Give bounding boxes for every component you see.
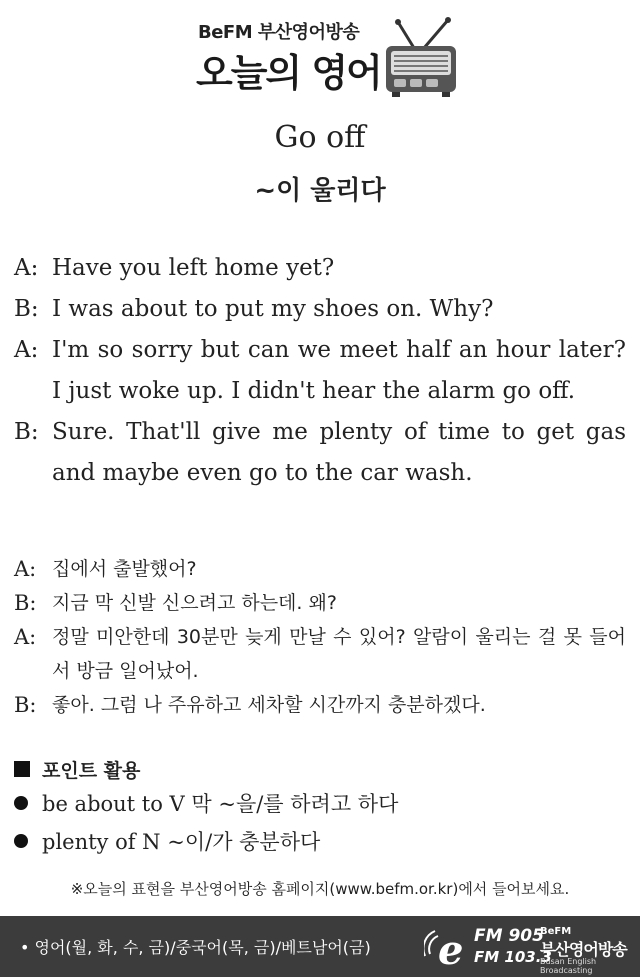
point-item	[14, 784, 626, 822]
point-item	[14, 822, 626, 860]
utterance: Sure. That'll give me plenty of time to get gas and maybe even go to the car wash.	[52, 419, 626, 486]
logo-station-name: 부산영어방송	[540, 940, 627, 959]
radio-icon	[384, 14, 458, 98]
logo-english-name: Busan English Broadcasting	[540, 957, 597, 975]
footer	[0, 916, 640, 977]
website-notice: ※오늘의 표현을 부산영어방송 홈페이지(www.befm.or.kr)에서 들어보세요.	[70, 880, 570, 898]
point-text: be about to V 막 ~을/를 하려고 하다	[42, 792, 399, 816]
korean-dialogue	[14, 552, 626, 722]
usage-points	[14, 754, 626, 860]
station-name: BeFM 부산영어방송	[198, 22, 360, 43]
speaker-label: A:	[14, 557, 37, 581]
speaker-label: A:	[14, 255, 39, 281]
speaker-label: A:	[14, 625, 37, 649]
speaker-label: B:	[14, 296, 39, 322]
utterance: I'm so sorry but can we meet half an hour later? I just woke up. I didn't hear the alarm go off.	[52, 337, 626, 404]
bullet-icon	[14, 796, 28, 810]
broadcast-schedule: • 영어(월, 화, 수, 금)/중국어(목, 금)/베트남어(금)	[20, 938, 371, 957]
speaker-label: B:	[14, 591, 37, 615]
befm-e-logo-icon	[424, 926, 470, 970]
dialogue-line	[14, 289, 626, 330]
dialogue-line	[14, 688, 626, 722]
dialogue-line	[14, 586, 626, 620]
speaker-label: B:	[14, 693, 37, 717]
speaker-label: B:	[14, 419, 39, 445]
points-title: 포인트 활용	[42, 759, 141, 782]
frequency-secondary: FM 103.3	[474, 948, 552, 966]
expression-title: Go off	[274, 120, 366, 155]
speaker-label: A:	[14, 337, 39, 363]
frequency-primary: FM 905	[474, 926, 544, 946]
dialogue-line	[14, 412, 626, 494]
header	[0, 0, 640, 110]
dialogue-line	[14, 620, 626, 688]
utterance: 지금 막 신발 신으려고 하는데. 왜?	[52, 592, 337, 614]
utterance: I was about to put my shoes on. Why?	[52, 296, 494, 322]
dialogue-line	[14, 248, 626, 289]
bullet-icon	[14, 834, 28, 848]
utterance: 집에서 출발했어?	[52, 558, 197, 580]
dialogue-line	[14, 330, 626, 412]
dialogue-line	[14, 552, 626, 586]
utterance: 좋아. 그럼 나 주유하고 세차할 시간까지 충분하겠다.	[52, 694, 486, 716]
utterance: 정말 미안한데 30분만 늦게 만날 수 있어? 알람이 울리는 걸 못 들어서 방금 일어났어.	[52, 626, 626, 682]
program-title: 오늘의 영어	[196, 51, 381, 95]
logo-befm-text: BeFM	[540, 926, 572, 937]
station-logo	[424, 926, 634, 975]
point-text: plenty of N ~이/가 충분하다	[42, 830, 321, 854]
points-heading	[14, 754, 626, 784]
expression-meaning: ~이 울리다	[254, 176, 386, 206]
svg-text:e: e	[438, 927, 464, 970]
square-bullet-icon	[14, 761, 30, 777]
english-dialogue	[14, 248, 626, 494]
utterance: Have you left home yet?	[52, 255, 335, 281]
